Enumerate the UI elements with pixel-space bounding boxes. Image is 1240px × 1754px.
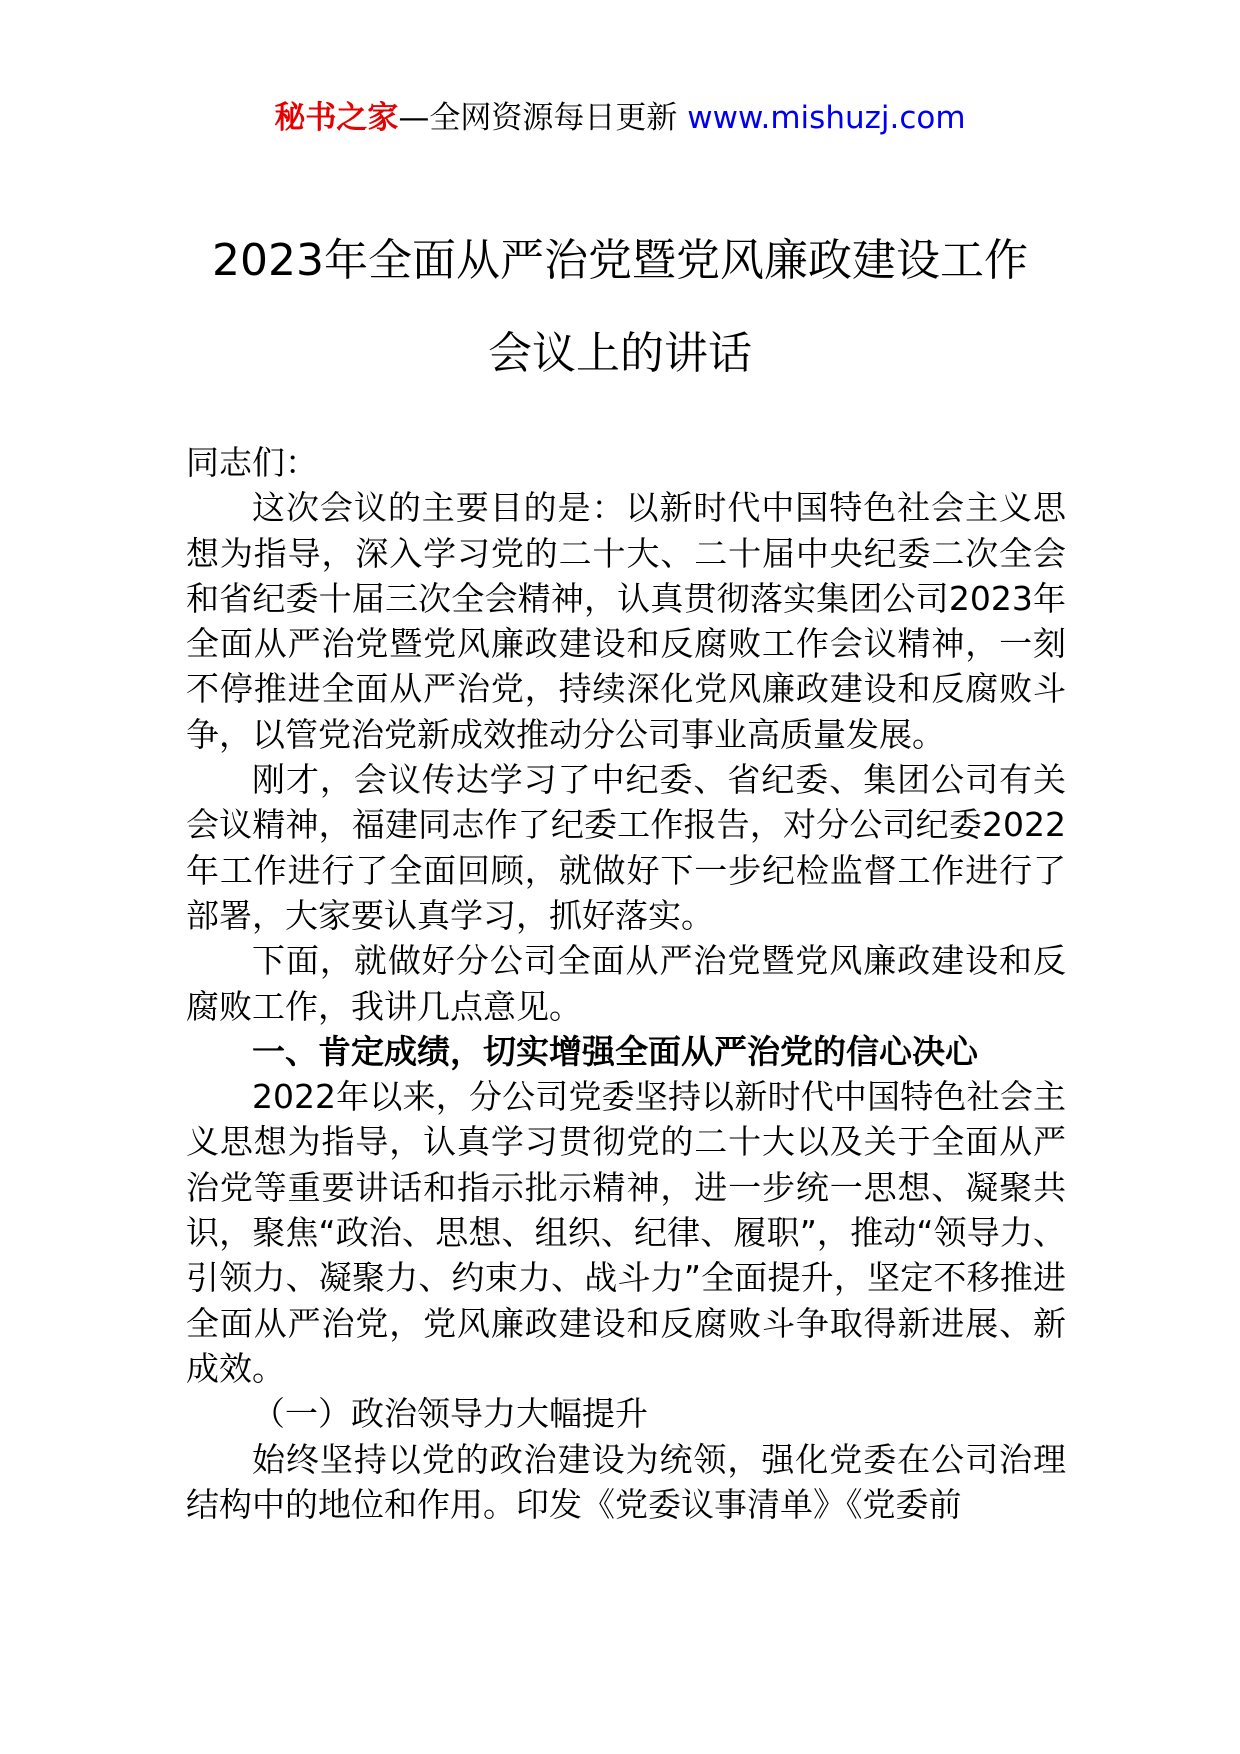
site-url-link[interactable]: www.mishuzj.com xyxy=(687,100,966,136)
paragraph-intro: 下面，就做好分公司全面从严治党暨党风廉政建设和反腐败工作，我讲几点意见。 xyxy=(186,941,1066,1026)
document-title-line-2: 会议上的讲话 xyxy=(488,328,752,379)
site-brand: 秘书之家 xyxy=(274,100,399,136)
site-tagline: —全网资源每日更新 xyxy=(398,100,678,136)
paragraph-political-leadership: 始终坚持以党的政治建设为统领，强化党委在公司治理结构中的地位和作用。印发《党委议事清单》《党委前 xyxy=(186,1439,1066,1524)
section-heading-1: 一、肯定成绩，切实增强全面从严治党的信心决心 xyxy=(252,1031,978,1071)
site-header xyxy=(0,98,1240,138)
paragraph-review: 刚才，会议传达学习了中纪委、省纪委、集团公司有关会议精神，福建同志作了纪委工作报告，对分公司纪委2022年工作进行了全面回顾，就做好下一步纪检监督工作进行了部署，大家要认真学习，抓好落实。 xyxy=(186,760,1066,935)
document-body xyxy=(186,440,1066,1527)
salutation: 同志们： xyxy=(186,443,318,482)
paragraph-purpose: 这次会议的主要目的是：以新时代中国特色社会主义思想为指导，深入学习党的二十大、二十届中央纪委二次全会和省纪委十届三次全会精神，认真贯彻落实集团公司2023年全面从严治党暨党风廉政建设和反腐败工作会议精神，一刻不停推进全面从严治党，持续深化党风廉政建设和反腐败斗争，以管党治党新成效推动分公司事业高质量发展。 xyxy=(186,488,1066,754)
paragraph-achievements: 2022年以来，分公司党委坚持以新时代中国特色社会主义思想为指导，认真学习贯彻党的二十大以及关于全面从严治党等重要讲话和指示批示精神，进一步统一思想、凝聚共识，聚焦“政治、思想、组织、纪律、履职”，推动“领导力、引领力、凝聚力、约束力、战斗力”全面提升，坚定不移推进全面从严治党，党风廉政建设和反腐败斗争取得新进展、新成效。 xyxy=(186,1077,1066,1388)
document-title-line-1: 2023年全面从严治党暨党风廉政建设工作 xyxy=(212,235,1028,286)
subsection-heading-1: （一）政治领导力大幅提升 xyxy=(252,1394,648,1434)
